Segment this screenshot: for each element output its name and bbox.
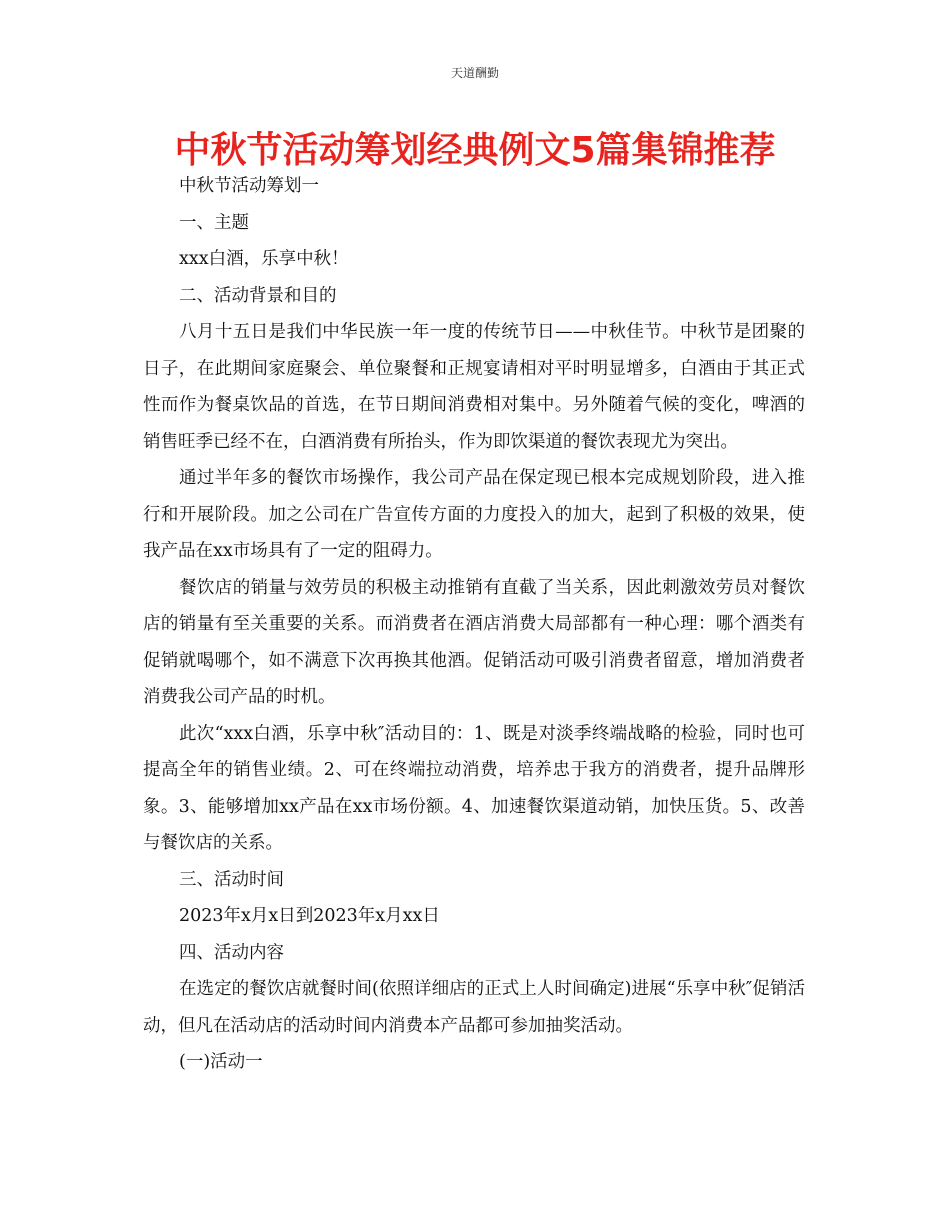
- heading-content: 四、活动内容: [179, 942, 284, 963]
- section-label: 中秋节活动筹划一: [179, 176, 319, 196]
- document-title: 中秋节活动筹划经典例文5篇集锦推荐: [174, 130, 776, 171]
- body-paragraph: 八月十五日是我们中华民族一年一度的传统节日——中秋佳节。中秋节是团聚的日子，在此期间家庭聚会、单位聚餐和正规宴请相对平时明显增多，白酒由于其正式性而作为餐桌饮品的首选，在节日期间消费相对集中。另外随着气候的变化，啤酒的销售旺季已经不在，白酒消费有所抬头，作为即饮渠道的餐饮表现尤为突出。: [143, 322, 805, 452]
- theme-text: xxx白酒，乐享中秋！: [179, 249, 349, 269]
- body-paragraph: 餐饮店的销量与效劳员的积极主动推销有直截了当关系，因此刺激效劳员对餐饮店的销量有至关重要的关系。而消费者在酒店消费大局部都有一种心理：哪个酒类有促销就喝哪个，如不满意下次再换其他酒。促销活动可吸引消费者留意，增加消费者消费我公司产品的时机。: [143, 577, 805, 707]
- body-paragraph: 此次“xxx白酒，乐享中秋″活动目的：1、既是对淡季终端战略的检验，同时也可提高全年的销售业绩。2、可在终端拉动消费，培养忠于我方的消费者，提升品牌形象。3、能够增加xx产品在xx市场份额。4、加速餐饮渠道动销，加快压货。5、改善与餐饮店的关系。: [143, 723, 805, 853]
- heading-background: 二、活动背景和目的: [179, 285, 337, 306]
- header-mark: 天道酬勤: [450, 66, 499, 80]
- time-text: 2023年x月x日到2023年x月xx日: [179, 906, 440, 926]
- heading-time: 三、活动时间: [179, 869, 284, 890]
- body-paragraph: 在选定的餐饮店就餐时间(依照详细店的正式上人时间确定)进展“乐享中秋″促销活动，但凡在活动店的活动时间内消费本产品都可参加抽奖活动。: [143, 979, 805, 1036]
- subheading-activity-one: (一)活动一: [179, 1052, 263, 1072]
- document-body: [143, 168, 805, 1081]
- body-paragraph: 通过半年多的餐饮市场操作，我公司产品在保定现已根本完成规划阶段，进入推行和开展阶段。加之公司在广告宣传方面的力度投入的加大，起到了积极的效果，使我产品在xx市场具有了一定的阻碍力。: [143, 468, 805, 561]
- heading-theme: 一、主题: [179, 212, 249, 233]
